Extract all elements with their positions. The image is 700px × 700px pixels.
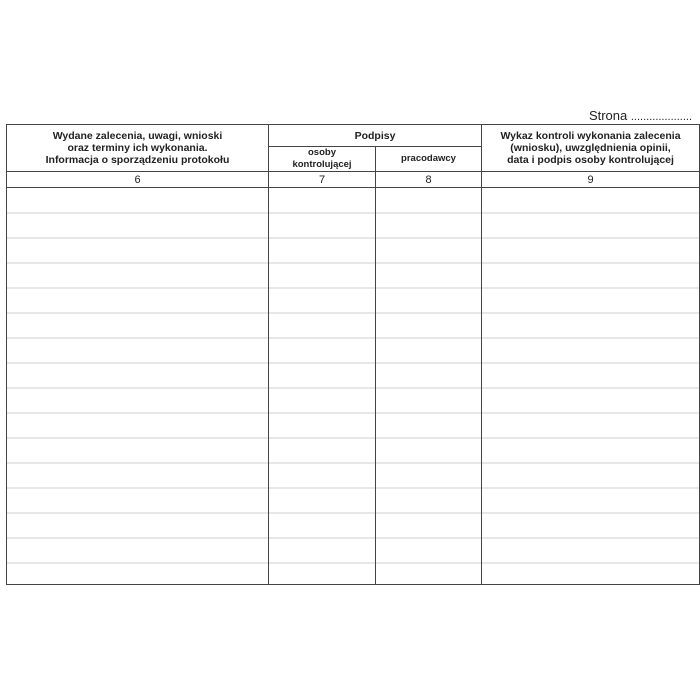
page-number-blank[interactable]: .................... — [630, 111, 692, 123]
inspector-signature-entry-area[interactable] — [269, 188, 376, 585]
page-number-field — [589, 108, 692, 123]
header-inspector-signature — [269, 147, 376, 172]
header-line: data i podpis osoby kontrolującej — [507, 154, 674, 166]
recommendations-entry-area[interactable] — [7, 188, 269, 585]
employer-signature-entry-area[interactable] — [376, 188, 482, 585]
header-recommendations — [7, 125, 269, 172]
column-number: 9 — [482, 172, 700, 188]
header-line: Wykaz kontroli wykonania zalecenia — [500, 130, 681, 142]
column-number: 7 — [269, 172, 376, 188]
header-line: oraz terminy ich wykonania. — [67, 142, 208, 154]
compliance-check-entry-area[interactable] — [482, 188, 700, 585]
header-line: (wniosku), uwzględnienia opinii, — [510, 142, 671, 154]
page-label-text: Strona — [588, 108, 628, 123]
header-line: Wydane zalecenia, uwagi, wnioski — [52, 130, 223, 142]
header-compliance-check — [482, 125, 700, 172]
header-line: kontrolującej — [292, 159, 352, 170]
column-number: 8 — [376, 172, 482, 188]
header-signatures: Podpisy — [269, 125, 482, 147]
header-line: Informacja o sporządzeniu protokołu — [45, 154, 230, 166]
column-number: 6 — [7, 172, 269, 188]
header-employer-signature: pracodawcy — [376, 147, 482, 172]
header-line: osoby — [308, 147, 336, 158]
inspection-record-table — [6, 124, 700, 585]
